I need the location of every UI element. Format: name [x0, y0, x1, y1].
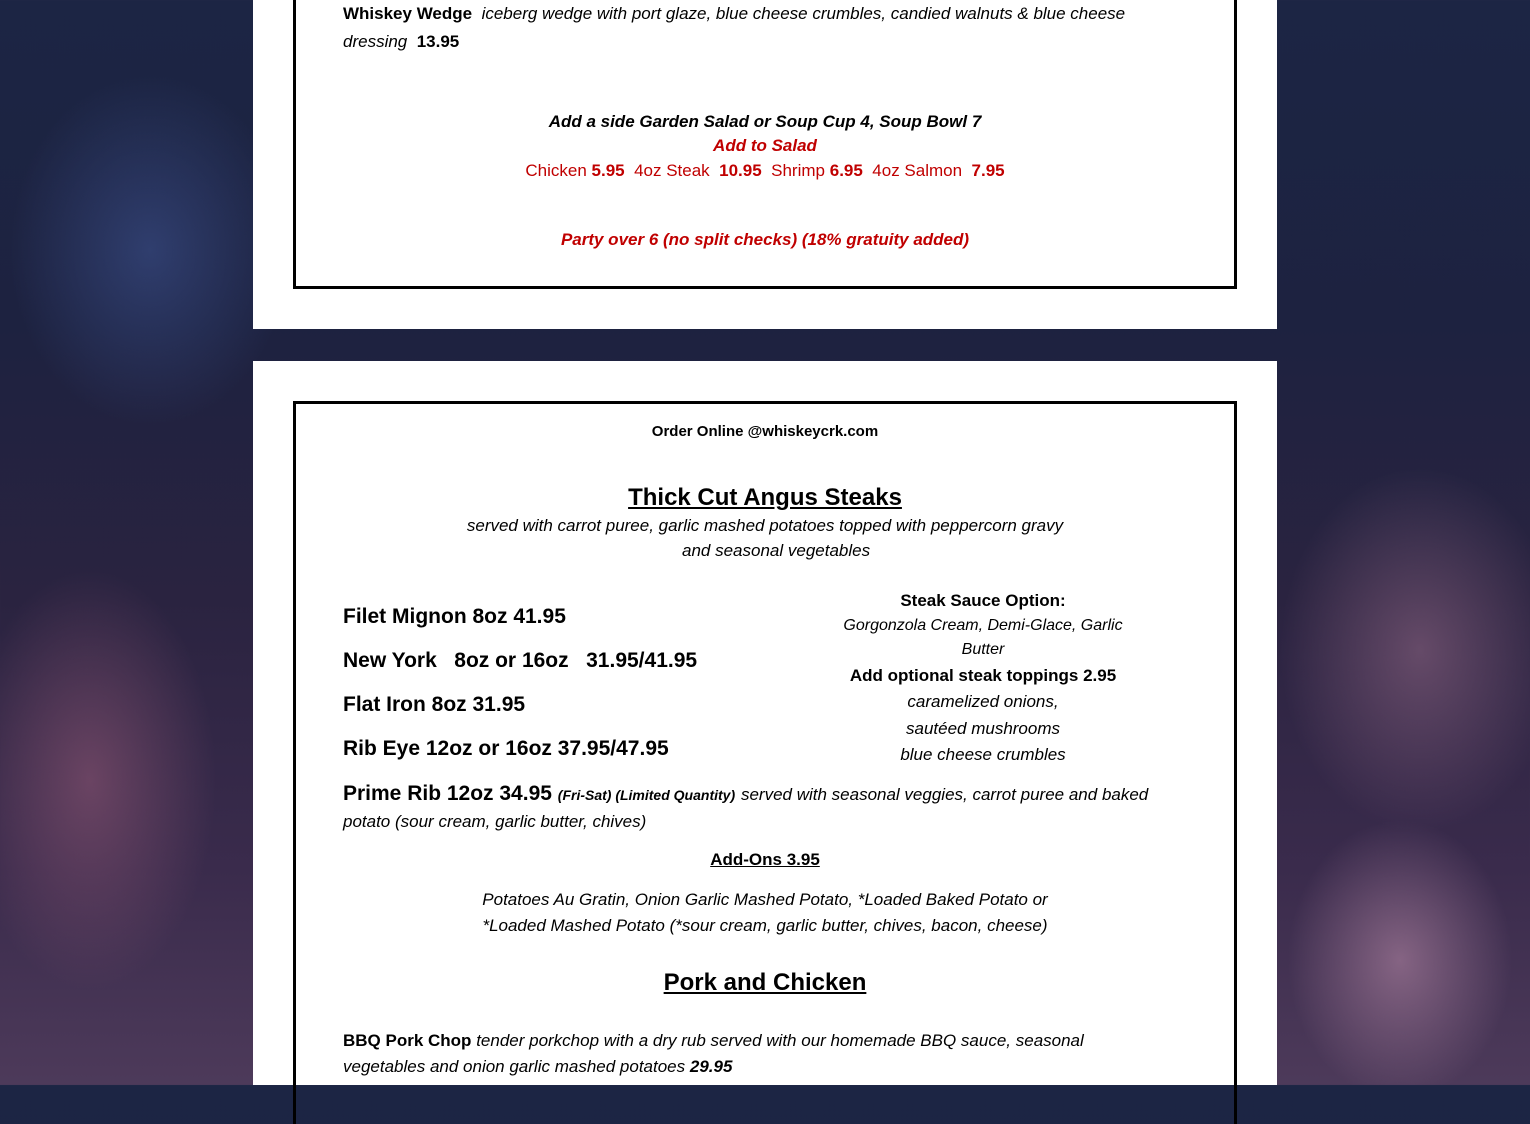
steaks-description-line-1: served with carrot puree, garlic mashed potatoes topped with peppercorn gravy	[466, 516, 1064, 535]
steaks-heading: Thick Cut Angus Steaks	[628, 484, 902, 511]
menu-page-entrees	[253, 361, 1277, 1085]
menu-border-frame	[293, 401, 1237, 1124]
menu-page-salads	[253, 0, 1277, 329]
prime-rib-item	[343, 782, 1148, 806]
steak-item: Rib Eye 12oz or 16oz 37.95/47.95	[343, 737, 669, 760]
salad-addons-prices	[296, 161, 1234, 181]
steak-topping: blue cheese crumbles	[900, 745, 1066, 764]
prime-rib-availability: (Fri-Sat) (Limited Quantity)	[557, 787, 736, 803]
pork-chop-description-cont: vegetables and onion garlic mashed potatoes	[343, 1057, 686, 1076]
wedge-description: iceberg wedge with port glaze, blue cheese crumbles, candied walnuts & blue cheese	[481, 4, 1126, 23]
steak-item: Flat Iron 8oz 31.95	[343, 693, 526, 716]
steak-topping: sautéed mushrooms	[905, 719, 1061, 738]
addon-price: 10.95	[719, 161, 762, 180]
wedge-description-cont: dressing	[343, 32, 408, 51]
steak-item: Filet Mignon 8oz 41.95	[343, 605, 566, 628]
pork-chop-name: BBQ Pork Chop	[343, 1031, 472, 1050]
steak-sauce-options: Gorgonzola Cream, Demi-Glace, Garlic	[843, 617, 1123, 634]
menu-border-frame	[293, 0, 1237, 289]
addon-name: Shrimp	[771, 161, 825, 180]
whiskey-wedge-line-1	[343, 4, 1125, 24]
prime-rib-description: served with seasonal veggies, carrot puree and baked	[740, 785, 1149, 804]
addon-price: 7.95	[971, 161, 1005, 180]
addons-description-line-2: *Loaded Mashed Potato (*sour cream, garlic butter, chives, bacon, cheese)	[482, 916, 1048, 935]
steak-item: New York 8oz or 16oz 31.95/41.95	[343, 649, 698, 672]
wedge-price: 13.95	[416, 32, 460, 51]
addon-price: 6.95	[829, 161, 863, 180]
addon-price: 5.95	[591, 161, 625, 180]
addon-name: 4oz Salmon	[872, 161, 963, 180]
pork-chop-description: tender porkchop with a dry rub served with our homemade BBQ sauce, seasonal	[476, 1031, 1084, 1050]
order-online-link[interactable]: Order Online @whiskeycrk.com	[651, 423, 879, 440]
bbq-pork-chop-line-2	[343, 1057, 732, 1077]
wedge-name: Whiskey Wedge	[343, 4, 473, 23]
steak-toppings-heading: Add optional steak toppings 2.95	[849, 666, 1117, 685]
addon-name: Chicken	[525, 161, 587, 180]
add-to-salad-heading: Add to Salad	[713, 136, 817, 155]
side-salad-soup-line: Add a side Garden Salad or Soup Cup 4, Soup Bowl 7	[548, 112, 982, 131]
pork-chicken-heading: Pork and Chicken	[663, 969, 867, 996]
party-policy-note: Party over 6 (no split checks) (18% gratuity added)	[560, 230, 970, 249]
prime-rib-description-cont: potato (sour cream, garlic butter, chives)	[343, 812, 647, 831]
whiskey-wedge-line-2	[343, 32, 459, 52]
steaks-description-line-2: and seasonal vegetables	[682, 541, 871, 560]
steak-sauce-options-cont: Butter	[961, 641, 1005, 658]
steak-topping: caramelized onions,	[907, 692, 1059, 711]
steak-sauce-heading: Steak Sauce Option:	[900, 591, 1066, 610]
addons-heading: Add-Ons 3.95	[710, 850, 820, 869]
bbq-pork-chop-line-1	[343, 1031, 1084, 1051]
addon-name: 4oz Steak	[634, 161, 710, 180]
prime-rib-title: Prime Rib 12oz 34.95	[343, 782, 552, 805]
pork-chop-price: 29.95	[689, 1057, 733, 1076]
addons-description-line-1: Potatoes Au Gratin, Onion Garlic Mashed Potato, *Loaded Baked Potato or	[482, 890, 1048, 909]
